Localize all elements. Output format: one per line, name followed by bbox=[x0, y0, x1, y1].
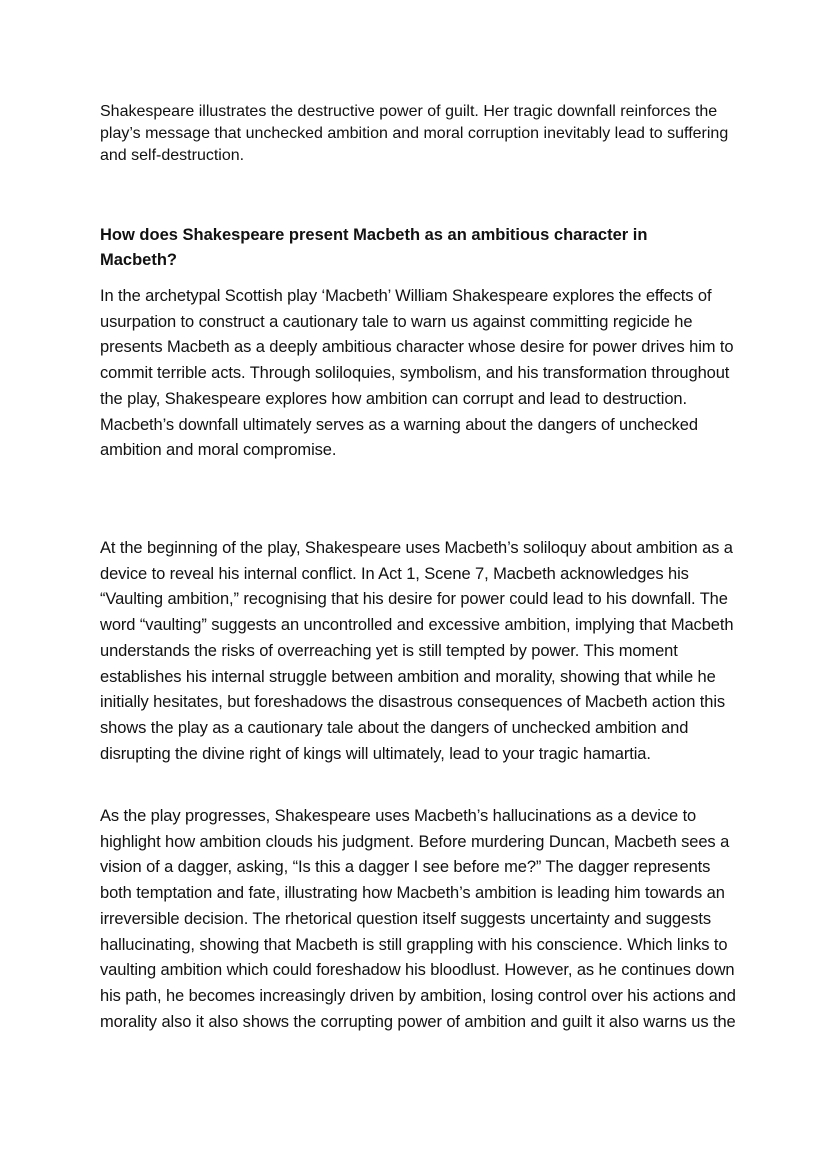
hallucination-paragraph: As the play progresses, Shakespeare uses Macbeth’s hallucinations as a device to highlight how ambition clouds his judgment. Before murdering Duncan, Macbeth sees a vision of a dagger, asking, “Is this a dagger I see before me?” The dagger represents both temptation and fate, illustrating how Macbeth’s ambition is leading him towards an irreversible decision. The rhetorical question itself suggests uncertainty and suggests hallucinating, showing that Macbeth is still grappling with his conscience. Which links to vaulting ambition which could foreshadow his bloodlust. However, as he continues down his path, he becomes increasingly driven by ambition, losing control over his actions and morality also it also shows the corrupting power of ambition and guilt it also warns us the bbox=[100, 807, 736, 1031]
paragraph-block bbox=[100, 536, 740, 767]
paragraph-block bbox=[100, 804, 740, 1035]
introduction-paragraph: In the archetypal Scottish play ‘Macbeth’ William Shakespeare explores the effects of usurpation to construct a cautionary tale to warn us against committing regicide he presents Macbeth as a deeply ambitious character whose desire for power drives him to commit terrible acts. Through soliloquies, symbolism, and his transformation throughout the play, Shakespeare explores how ambition can corrupt and lead to destruction. Macbeth’s downfall ultimately serves as a warning about the dangers of unchecked ambition and moral compromise. bbox=[100, 287, 734, 460]
soliloquy-paragraph: At the beginning of the play, Shakespeare uses Macbeth’s soliloquy about ambition as a device to reveal his internal conflict. In Act 1, Scene 7, Macbeth acknowledges his “Vaulting ambition,” recognising that his desire for power could lead to his downfall. The word “vaulting” suggests an uncontrolled and excessive ambition, implying that Macbeth understands the risks of overreaching yet is still tempted by power. This moment establishes his internal struggle between ambition and morality, showing that while he initially hesitates, but foreshadows the disastrous consequences of Macbeth action this shows the play as a cautionary tale about the dangers of unchecked ambition and disrupting the divine right of kings will ultimately, lead to your tragic hamartia. bbox=[100, 539, 734, 763]
intro-paragraph: Shakespeare illustrates the destructive power of guilt. Her tragic downfall reinforces the play’s message that unchecked ambition and moral corruption inevitably lead to suffering and self-destruction. bbox=[100, 103, 729, 164]
essay-question-heading: How does Shakespeare present Macbeth as an ambitious character in Macbeth? bbox=[100, 226, 648, 269]
document-page bbox=[100, 101, 740, 1031]
paragraph-block bbox=[100, 284, 740, 464]
